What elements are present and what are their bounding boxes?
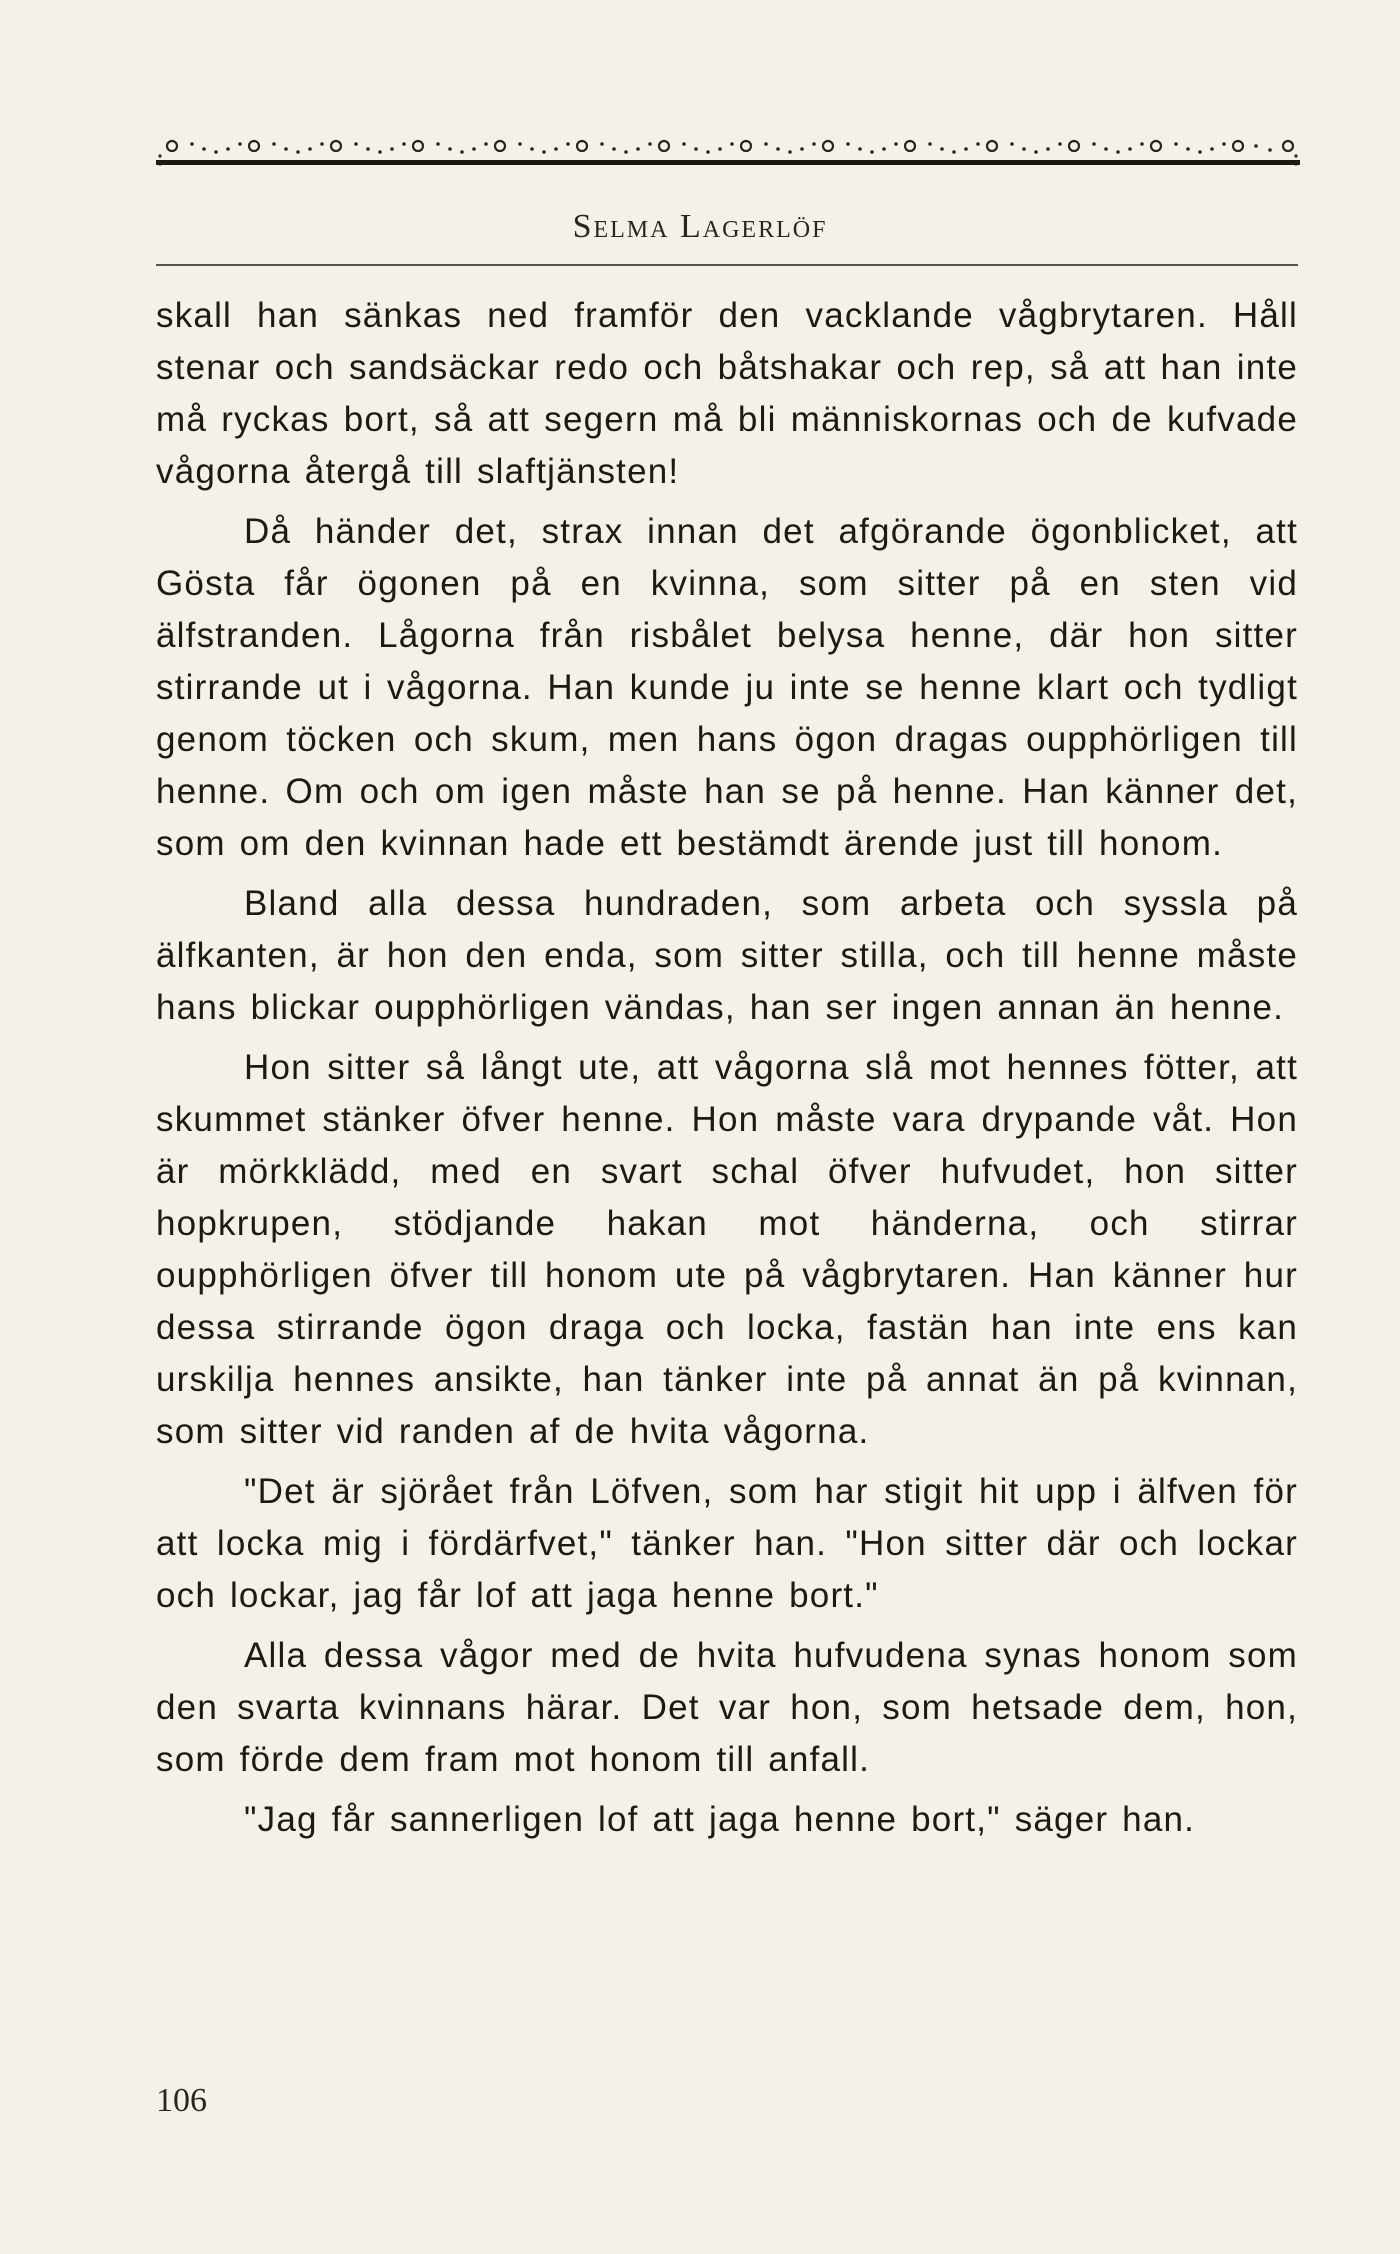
paragraph-6: Alla dessa vågor med de hvita hufvudena synas honom som den svarta kvinnans härar. Det var hon, som hetsade dem, hon, som förde dem fram mot honom till anfall.: [156, 1636, 1298, 1779]
paragraph-3: Bland alla dessa hundraden, som arbeta och syssla på älfkanten, är hon den enda, som sitter stilla, och till henne måste hans blickar oupphörligen vändas, han ser ingen annan än henne.: [156, 884, 1298, 1027]
decorative-header-border: [156, 132, 1300, 172]
page-number: 106: [156, 2082, 207, 2119]
header-rule: [156, 264, 1298, 266]
paragraph-4: Hon sitter så långt ute, att vågorna slå mot hennes fötter, att skummet stänker öfver henne. Hon måste vara drypande våt. Hon är mörkklädd, med en svart schal öfver hufvudet, hon sitter hopkrupen, stödjande hakan mot händerna, och stirrar oupphörligen öfver till honom ute på vågbrytaren. Han känner hur dessa stirrande ögon draga och locka, fastän han inte ens kan urskilja hennes ansikte, han tänker inte på annat än på kvinnan, som sitter vid randen af de hvita vågorna.: [156, 1048, 1298, 1451]
paragraph-5: "Det är sjörået från Löfven, som har stigit hit upp i älfven för att locka mig i fördärfvet," tänker han. "Hon sitter där och lockar och lockar, jag får lof att jaga henne bort.": [156, 1472, 1298, 1615]
paragraph-2: Då händer det, strax innan det afgörande ögonblicket, att Gösta får ögonen på en kvinna, som sitter på en sten vid älfstranden. Lågorna från risbålet belysa henne, där hon sitter stirrande ut i vågorna. Han kunde ju inte se henne klart och tydligt genom töcken och skum, men hans ögon dragas oupphörligen till henne. Om och om igen måste han se på henne. Han känner det, som om den kvinnan hade ett bestämdt ärende just till honom.: [156, 512, 1298, 863]
paragraph-7: "Jag får sannerligen lof att jaga henne bort," säger han.: [244, 1800, 1196, 1839]
body-text: [156, 290, 1298, 1846]
running-header-title: Selma Lagerlöf: [572, 208, 828, 245]
paragraph-1: skall han sänkas ned framför den vacklande vågbrytaren. Håll stenar och sandsäckar redo och båtshakar och rep, så att han inte må ryckas bort, så att segern må bli människornas och de kufvade vågorna återgå till slaftjänsten!: [156, 296, 1298, 491]
